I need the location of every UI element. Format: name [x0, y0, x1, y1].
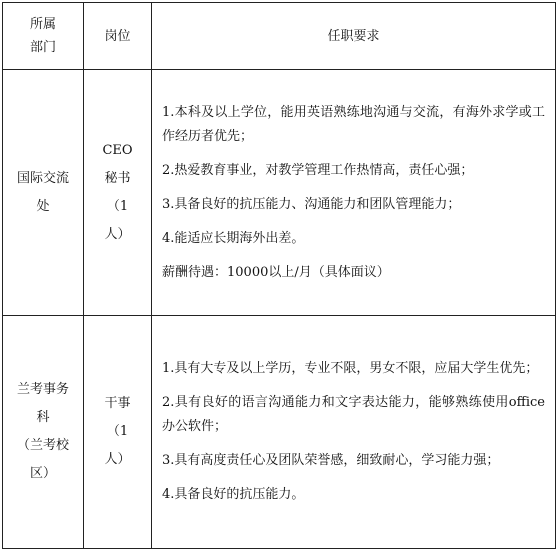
job-requirements-table — [2, 2, 556, 549]
header-position: 岗位 — [84, 3, 152, 70]
table-header-row — [3, 3, 556, 70]
header-requirements: 任职要求 — [152, 3, 556, 70]
requirement-item: 4.能适应长期海外出差。 — [162, 230, 305, 246]
requirement-item: 1.具有大专及以上学历，专业不限，男女不限，应届大学生优先； — [162, 361, 539, 376]
requirements-cell — [152, 70, 556, 316]
table-row — [3, 316, 556, 549]
header-department: 所属 部门 — [3, 3, 84, 70]
requirement-item: 4.具备良好的抗压能力。 — [162, 487, 305, 502]
requirements-cell — [152, 316, 556, 549]
position-cell: CEO 秘书 （1 人） — [84, 70, 152, 316]
requirement-item: 3.具有高度责任心及团队荣誉感，细致耐心，学习能力强； — [162, 453, 500, 468]
requirement-item: 2.具有良好的语言沟通能力和文字表达能力，能够熟练使用office办公软件； — [162, 395, 545, 434]
position-cell: 干事 （1 人） — [84, 316, 152, 549]
salary-note: 薪酬待遇：10000以上/月（具体面议） — [162, 264, 390, 280]
department-cell: 兰考事务 科 （兰考校 区） — [3, 316, 84, 549]
table-row — [3, 70, 556, 316]
requirement-item: 3.具备良好的抗压能力、沟通能力和团队管理能力； — [162, 196, 461, 212]
department-cell: 国际交流 处 — [3, 70, 84, 316]
requirement-item: 2.热爱教育事业，对教学管理工作热情高，责任心强； — [162, 162, 474, 178]
requirement-item: 1.本科及以上学位，能用英语熟练地沟通与交流，有海外求学或工作经历者优先； — [162, 104, 545, 144]
